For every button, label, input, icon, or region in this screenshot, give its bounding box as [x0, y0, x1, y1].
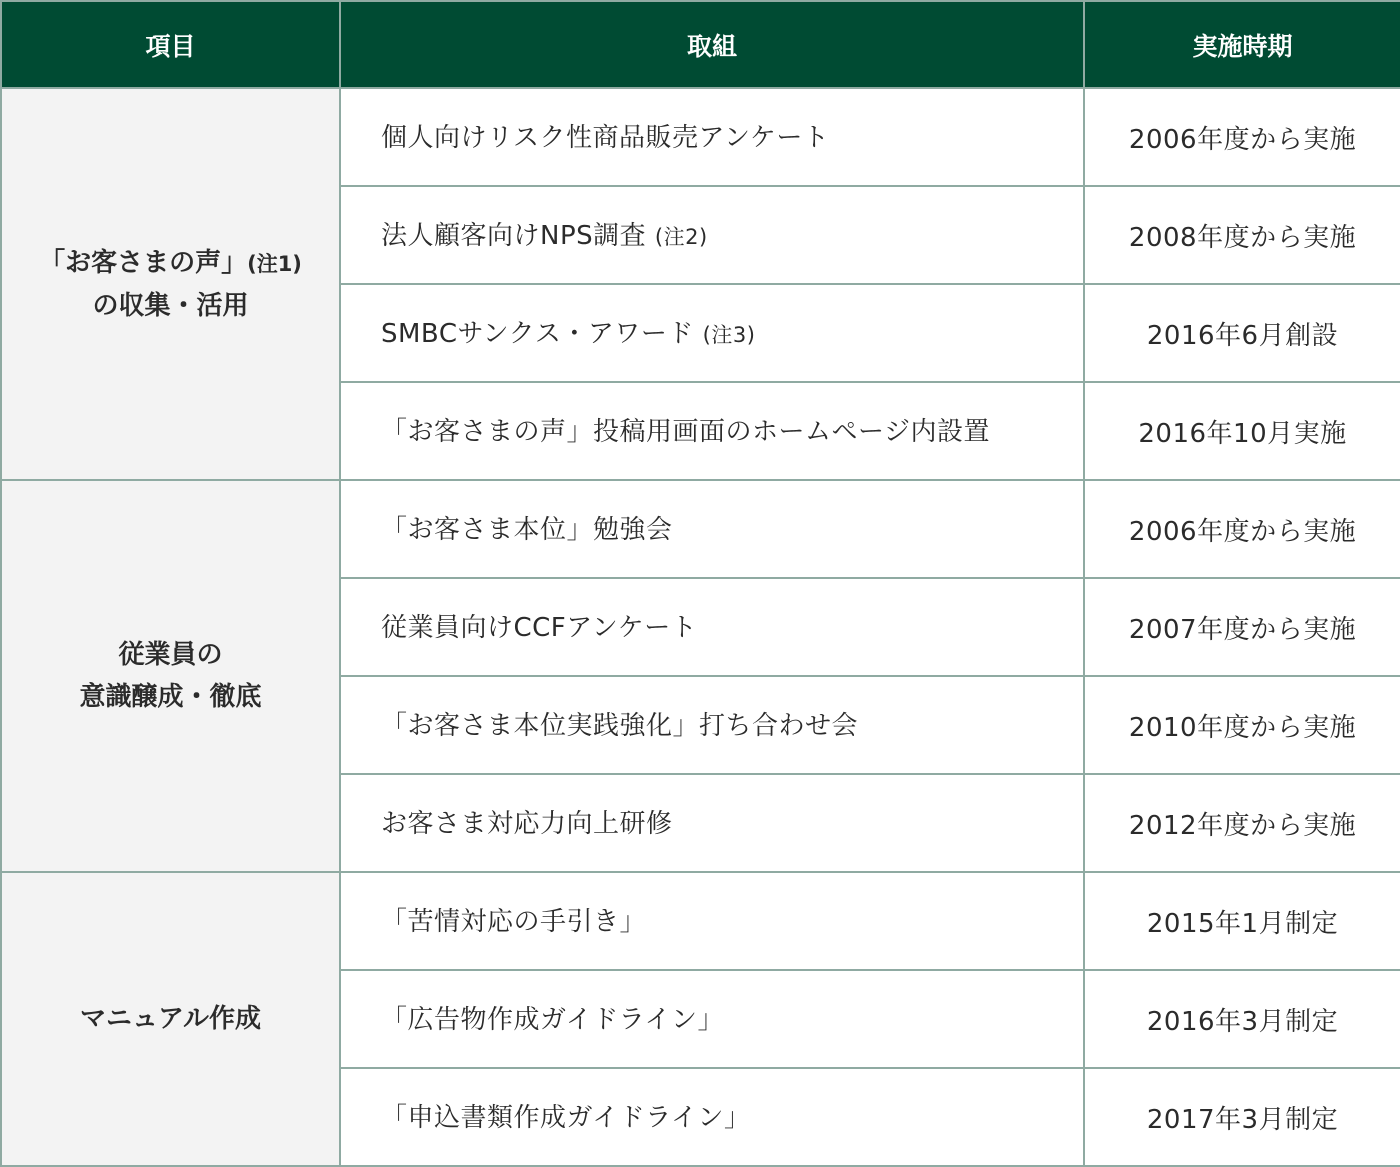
group-item-manuals [1, 872, 340, 1166]
initiative-cell [340, 970, 1084, 1068]
period-cell: 2010年度から実施 [1084, 676, 1400, 774]
initiative-text: 「お客さま本位」勉強会 [381, 514, 673, 545]
initiative-text: 「苦情対応の手引き」 [381, 906, 647, 937]
header-row [1, 1, 1400, 88]
group-item-line1: マニュアル作成 [80, 1004, 261, 1034]
group-item-customer-voice [1, 88, 340, 480]
period-cell: 2007年度から実施 [1084, 578, 1400, 676]
table-body [1, 88, 1400, 1166]
initiative-text: お客さま対応力向上研修 [381, 808, 673, 839]
period-cell: 2016年10月実施 [1084, 382, 1400, 480]
header-item: 項目 [1, 1, 340, 88]
period-cell: 2008年度から実施 [1084, 186, 1400, 284]
period-cell: 2006年度から実施 [1084, 88, 1400, 186]
initiative-text: 「広告物作成ガイドライン」 [381, 1004, 724, 1035]
initiative-cell [340, 284, 1084, 382]
initiative-cell [340, 88, 1084, 186]
initiative-cell [340, 872, 1084, 970]
initiative-cell [340, 186, 1084, 284]
initiative-text: 個人向けリスク性商品販売アンケート [381, 122, 830, 153]
group-item-line2: 意識醸成・徹底 [79, 682, 262, 712]
initiative-cell [340, 382, 1084, 480]
header-period: 実施時期 [1084, 1, 1400, 88]
initiative-text: 法人顧客向けNPS調査 [381, 220, 655, 251]
period-cell: 2017年3月制定 [1084, 1068, 1400, 1166]
initiative-cell [340, 676, 1084, 774]
initiative-text: 「お客さまの声」投稿用画面のホームページ内設置 [381, 416, 990, 447]
initiative-text: 従業員向けCCFアンケート [381, 612, 698, 643]
initiative-cell [340, 578, 1084, 676]
initiative-note: (注2) [654, 224, 708, 249]
table-header [1, 1, 1400, 88]
initiative-cell [340, 1068, 1084, 1166]
table-row [1, 480, 1400, 578]
group-item-line1: 従業員の [118, 640, 223, 670]
initiative-cell [340, 480, 1084, 578]
table-row [1, 88, 1400, 186]
period-cell: 2012年度から実施 [1084, 774, 1400, 872]
initiative-text: 「申込書類作成ガイドライン」 [381, 1102, 751, 1133]
table-row [1, 872, 1400, 970]
initiative-text: SMBCサンクス・アワード [381, 318, 703, 349]
initiative-text: 「お客さま本位実践強化」打ち合わせ会 [381, 710, 859, 741]
period-cell: 2006年度から実施 [1084, 480, 1400, 578]
period-cell: 2016年6月創設 [1084, 284, 1400, 382]
period-cell: 2015年1月制定 [1084, 872, 1400, 970]
group-item-line2: の収集・活用 [92, 290, 249, 321]
group-item-line1: 「お客さまの声」 [39, 247, 248, 278]
group-item-employee-awareness [1, 480, 340, 872]
period-cell: 2016年3月制定 [1084, 970, 1400, 1068]
group-item-note: (注1) [247, 251, 302, 276]
initiative-cell [340, 774, 1084, 872]
header-initiative: 取組 [340, 1, 1084, 88]
initiative-note: (注3) [702, 322, 756, 347]
